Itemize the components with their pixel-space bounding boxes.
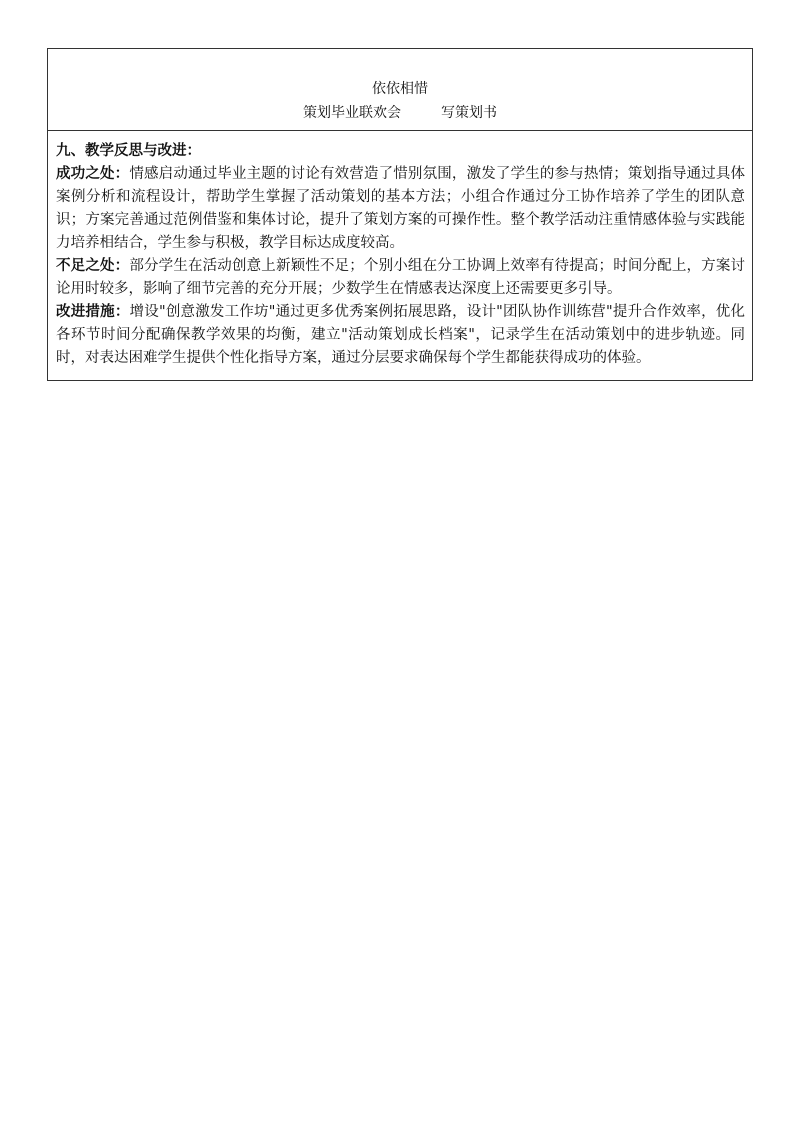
- success-label: 成功之处：: [56, 166, 130, 182]
- shortcoming-text: 部分学生在活动创意上新颖性不足；个别小组在分工协调上效率有待提高；时间分配上，方案讨论用时较多，影响了细节完善的充分开展；少数学生在情感表达深度上还需要更多引导。: [56, 258, 746, 297]
- lesson-plan-table: [47, 48, 753, 381]
- title-cell: [48, 49, 752, 131]
- subtitle-left: 策划毕业联欢会: [303, 105, 401, 121]
- improvement-text: 增设"创意激发工作坊"通过更多优秀案例拓展思路，设计"团队协作训练营"提升合作效率，优化各环节时间分配确保教学效果的均衡，建立"活动策划成长档案"，记录学生在活动策划中的进步轨迹。同时，对表达困难学生提供个性化指导方案，通过分层要求确保每个学生都能获得成功的体验。: [56, 304, 745, 366]
- section-heading: 九、教学反思与改进：: [56, 143, 201, 159]
- success-paragraph: [56, 163, 745, 255]
- reflection-cell: [48, 131, 752, 380]
- improvement-paragraph: [56, 301, 745, 370]
- success-text: 情感启动通过毕业主题的讨论有效营造了惜别氛围，激发了学生的参与热情；策划指导通过具体案例分析和流程设计，帮助学生掌握了活动策划的基本方法；小组合作通过分工协作培养了学生的团队意识；方案完善通过范例借鉴和集体讨论，提升了策划方案的可操作性。整个教学活动注重情感体验与实践能力培养相结合，学生参与积极，教学目标达成度较高。: [56, 166, 746, 251]
- improvement-label: 改进措施：: [56, 304, 130, 320]
- shortcoming-paragraph: [56, 255, 745, 301]
- lesson-topic: 依依相惜: [372, 81, 428, 97]
- shortcoming-label: 不足之处：: [56, 258, 130, 274]
- subtitle-right: 写策划书: [441, 105, 497, 121]
- lesson-subtitle: [48, 101, 752, 125]
